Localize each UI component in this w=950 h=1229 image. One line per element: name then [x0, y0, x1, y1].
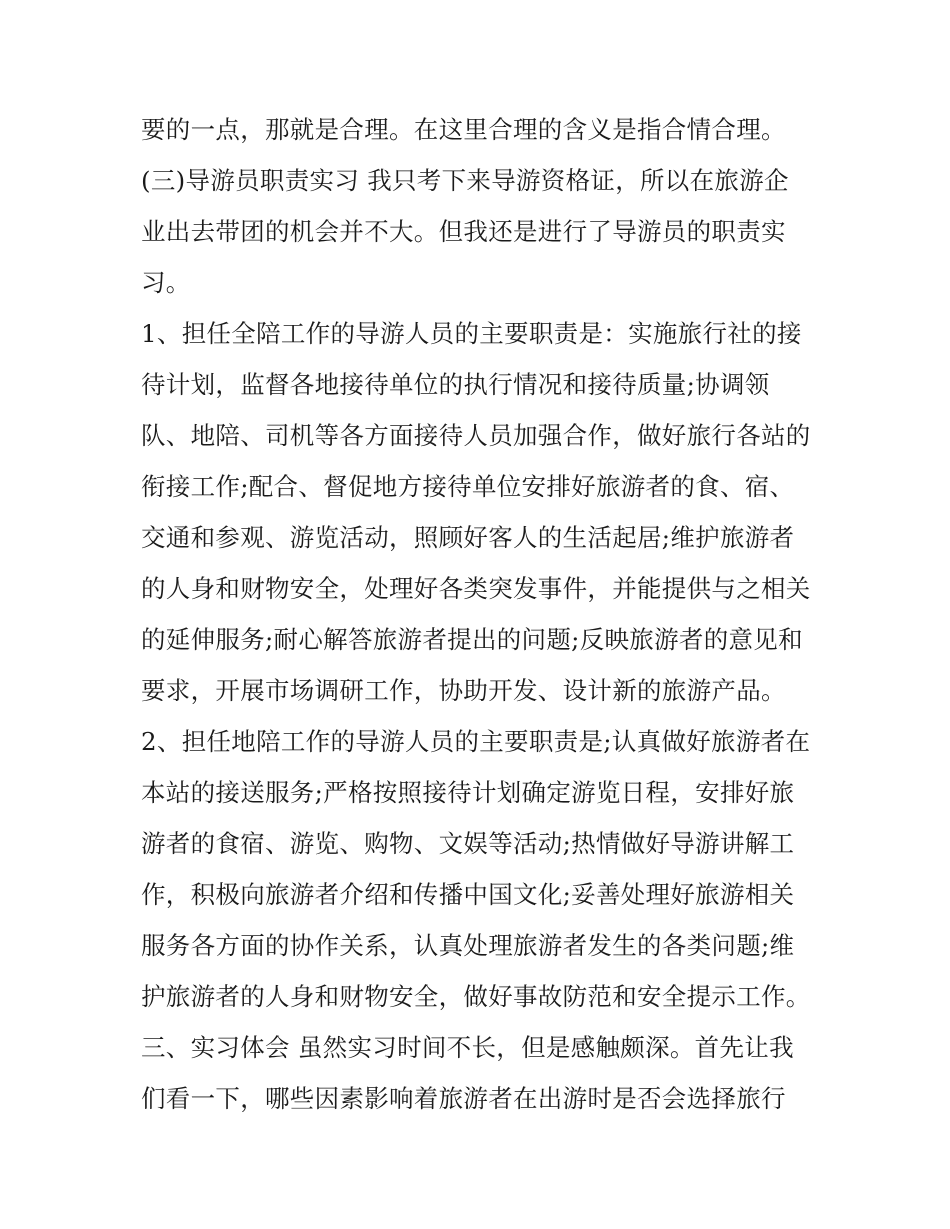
text-line: 队、地陪、司机等各方面接待人员加强合作，做好旅行各站的: [141, 421, 811, 450]
text-line: 2、担任地陪工作的导游人员的主要职责是;认真做好旅游者在: [141, 727, 811, 756]
text-line: 服务各方面的协作关系，认真处理旅游者发生的各类问题;维: [141, 931, 795, 960]
text-line: 要的一点，那就是合理。在这里合理的含义是指合情合理。: [141, 115, 786, 144]
text-line: 护旅游者的人身和财物安全，做好事故防范和安全提示工作。: [141, 982, 811, 1011]
text-line: 作，积极向旅游者介绍和传播中国文化;妥善处理好旅游相关: [141, 880, 795, 909]
text-line: 衔接工作;配合、督促地方接待单位安排好旅游者的食、宿、: [141, 472, 795, 501]
text-line: 的人身和财物安全，处理好各类突发事件，并能提供与之相关: [141, 574, 811, 603]
text-line: 的延伸服务;耐心解答旅游者提出的问题;反映旅游者的意见和: [141, 625, 803, 654]
text-line: (三)导游员职责实习 我只考下来导游资格证，所以在旅游企: [141, 166, 789, 195]
text-line: 业出去带团的机会并不大。但我还是进行了导游员的职责实: [141, 217, 786, 246]
text-line: 交通和参观、游览活动，照顾好客人的生活起居;维护旅游者: [141, 523, 795, 552]
text-line: 游者的食宿、游览、购物、文娱等活动;热情做好导游讲解工: [141, 829, 795, 858]
text-line: 1、担任全陪工作的导游人员的主要职责是：实施旅行社的接: [141, 319, 802, 348]
text-line: 们看一下，哪些因素影响着旅游者在出游时是否会选择旅行: [141, 1084, 786, 1113]
text-line: 待计划，监督各地接待单位的执行情况和接待质量;协调领: [141, 370, 770, 399]
text-line: 本站的接送服务;严格按照接待计划确定游览日程，安排好旅: [141, 778, 795, 807]
text-line: 要求，开展市场调研工作，协助开发、设计新的旅游产品。: [141, 676, 786, 705]
text-line: 三、实习体会 虽然实习时间不长，但是感触颇深。首先让我: [141, 1033, 794, 1062]
document-body: [141, 104, 831, 1124]
text-line: 习。: [141, 268, 191, 297]
